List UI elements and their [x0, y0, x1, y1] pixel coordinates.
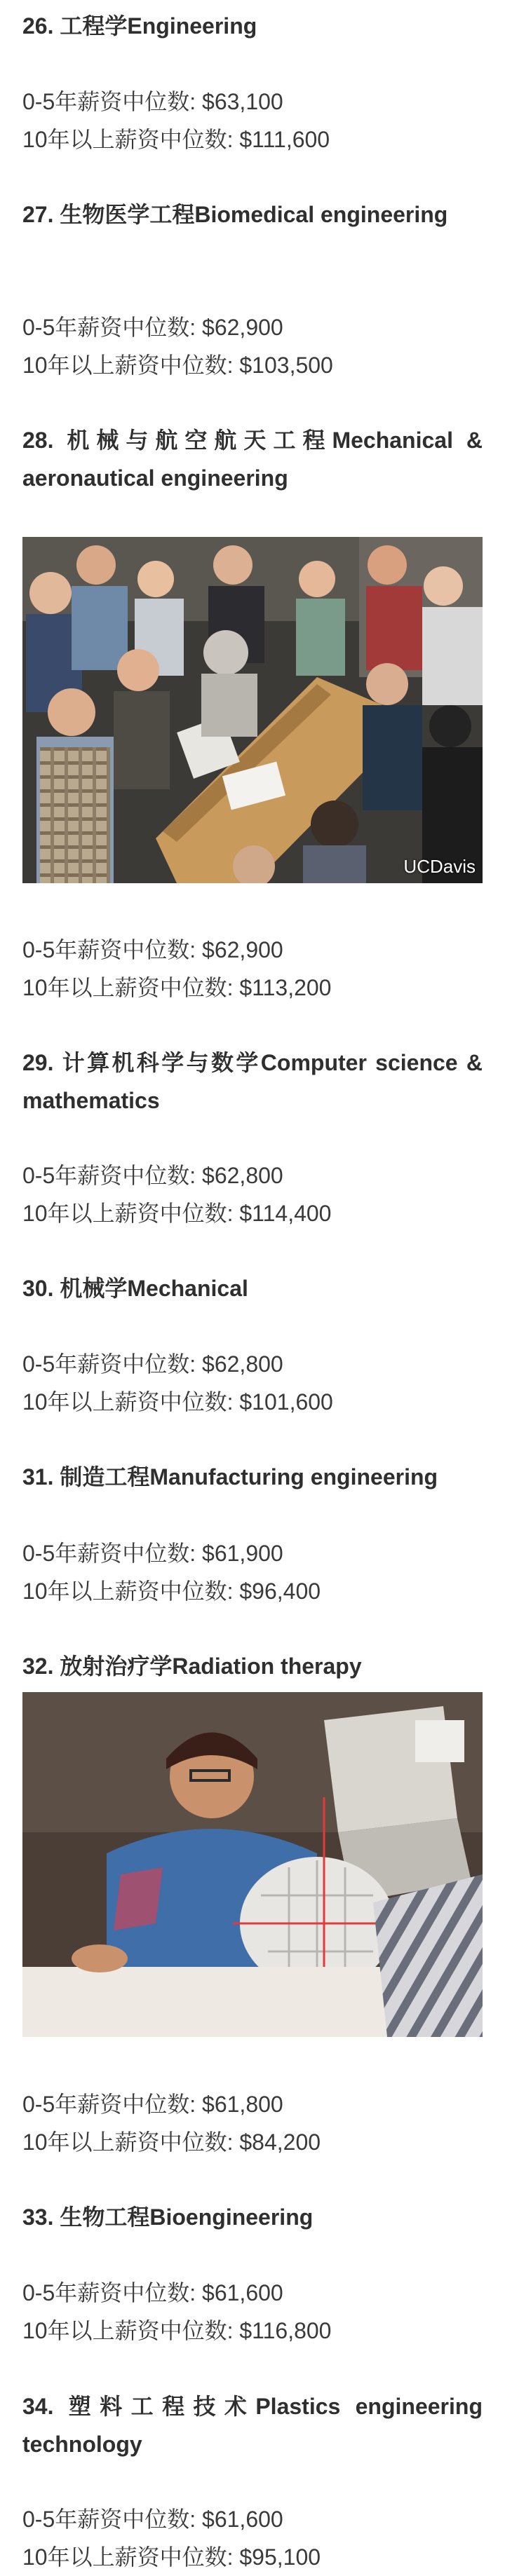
item-26-mid-salary: 10年以上薪资中位数: $111,600 — [22, 127, 330, 152]
radiation-therapy-photo — [22, 1692, 483, 2037]
item-33-title: 33. 生物工程Bioengineering — [22, 2204, 314, 2230]
item-26-early-salary: 0-5年薪资中位数: $63,100 — [22, 89, 283, 114]
item-32-salary — [22, 2085, 483, 2161]
item-31-mid-salary: 10年以上薪资中位数: $96,400 — [22, 1579, 321, 1604]
item-31-salary — [22, 1534, 483, 1610]
item-28-title: 28. 机械与航空航天工程Mechanical & aeronautical engineering — [22, 428, 483, 491]
item-31-early-salary: 0-5年薪资中位数: $61,900 — [22, 1541, 283, 1566]
item-34-title: 34. 塑料工程技术Plastics engineering technology — [22, 2394, 483, 2457]
item-27-title: 27. 生物医学工程Biomedical engineering — [22, 202, 448, 227]
item-34-early-salary: 0-5年薪资中位数: $61,600 — [22, 2507, 283, 2532]
item-30-title: 30. 机械学Mechanical — [22, 1276, 248, 1301]
item-33-early-salary: 0-5年薪资中位数: $61,600 — [22, 2280, 283, 2305]
item-26-title: 26. 工程学Engineering — [22, 13, 257, 39]
item-29-early-salary: 0-5年薪资中位数: $62,800 — [22, 1163, 283, 1188]
item-29-salary — [22, 1157, 483, 1232]
item-29-mid-salary: 10年以上薪资中位数: $114,400 — [22, 1201, 332, 1226]
item-26-salary — [22, 83, 483, 158]
item-33-salary — [22, 2274, 483, 2350]
item-32-early-salary: 0-5年薪资中位数: $61,800 — [22, 2092, 283, 2117]
students-illustration — [22, 537, 483, 883]
engineering-students-photo — [22, 537, 483, 883]
item-28-early-salary: 0-5年薪资中位数: $62,900 — [22, 937, 283, 962]
item-27-early-salary: 0-5年薪资中位数: $62,900 — [22, 315, 283, 340]
item-34-mid-salary: 10年以上薪资中位数: $95,100 — [22, 2544, 321, 2570]
item-31-title: 31. 制造工程Manufacturing engineering — [22, 1464, 438, 1490]
item-30-mid-salary: 10年以上薪资中位数: $101,600 — [22, 1389, 333, 1415]
item-32-title: 32. 放射治疗学Radiation therapy — [22, 1654, 362, 1679]
item-27-mid-salary: 10年以上薪资中位数: $103,500 — [22, 353, 333, 378]
item-28-mid-salary: 10年以上薪资中位数: $113,200 — [22, 975, 332, 1000]
item-30-early-salary: 0-5年薪资中位数: $62,800 — [22, 1351, 283, 1377]
ucdavis-watermark: UCDavis — [403, 856, 476, 877]
item-27-salary — [22, 308, 483, 384]
item-30-salary — [22, 1345, 483, 1421]
item-34-salary — [22, 2500, 483, 2576]
item-33-mid-salary: 10年以上薪资中位数: $116,800 — [22, 2318, 332, 2343]
item-28-salary — [22, 931, 483, 1007]
item-29-title: 29. 计算机科学与数学Computer science & mathematics — [22, 1050, 483, 1113]
item-32-mid-salary: 10年以上薪资中位数: $84,200 — [22, 2129, 321, 2155]
radiation-therapy-illustration — [22, 1692, 483, 2037]
